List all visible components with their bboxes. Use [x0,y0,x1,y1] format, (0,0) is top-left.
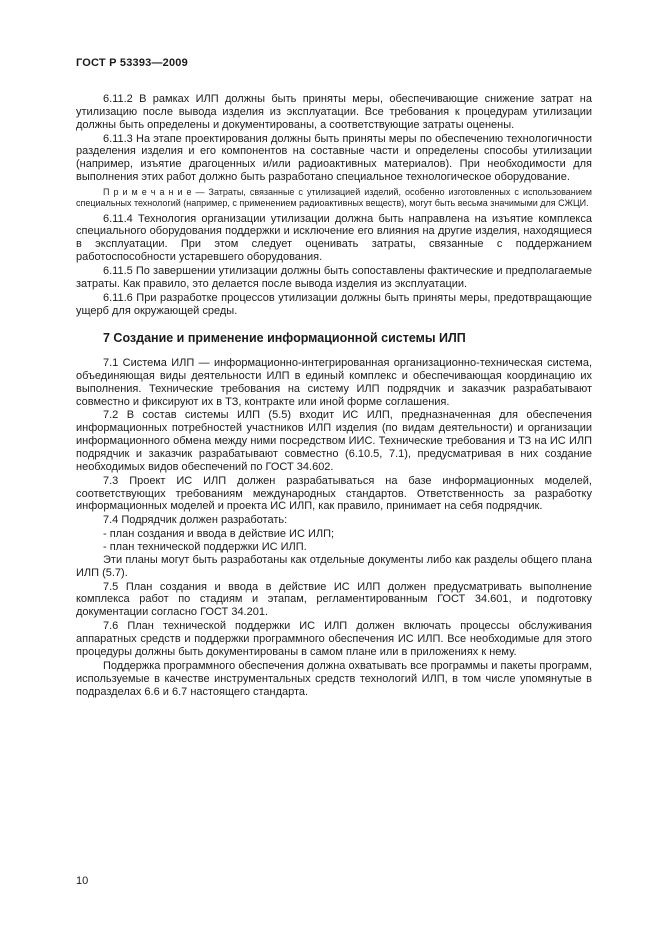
paragraph-7-6: 7.6 План технической поддержки ИС ИЛП должен включать процессы обслуживания аппаратных средств и поддержки программного обеспечения ИС ИЛП. Все необходимые для этого процедуры должны быть документированы в самом плане или в приложениях к нему. [76,620,592,658]
note-paragraph: П р и м е ч а н и е — Затраты, связанные с утилизацией изделий, особенно изготовленных с использованием специальных технологий (например, с применением радиоактивных веществ), могут быть весьма значимыми для СЖЦИ. [76,187,592,209]
paragraph-7-3: 7.3 Проект ИС ИЛП должен разрабатываться на базе информационных моделей, соответствующих требованиям международных стандартов. Ответственность за разработку информационных моделей и проекта ИС ИЛП, как правило, принимает на себя подрядчик. [76,474,592,513]
paragraph-7-6-continuation: Поддержка программного обеспечения должна охватывать все программы и пакеты программ, используемые в качестве инструментальных средств технологий ИЛП, в том числе упомянутые в подразделах 6.6 и 6.7 настоящего стандарта. [76,659,592,698]
paragraph-7-4-continuation: Эти планы могут быть разработаны как отдельные документы либо как разделы общего плана ИЛП (5.7). [76,553,592,579]
paragraph-6-11-4: 6.11.4 Технология организации утилизации должна быть направлена на изъятие комплекса специального оборудования поддержки и исключение его влияния на другие изделия, находящиеся в эксплуатации. При этом следует оценивать затраты, связанные с поддержанием работоспособности устаревшего оборудования. [76,212,592,264]
paragraph-7-4: 7.4 Подрядчик должен разработать: [103,514,288,527]
standard-number-header: ГОСТ Р 53393—2009 [76,57,188,69]
section-7-heading: 7 Создание и применение информационной системы ИЛП [103,331,466,346]
list-item-plan-creation: - план создания и ввода в действие ИС ИЛП; [103,528,335,541]
paragraph-6-11-3: 6.11.3 На этапе проектирования должны быть приняты меры по обеспечению технологичности разделения изделия и его компонентов на составные части и определены способы утилизации (например, изъятие драгоценных и/или радиоактивных материалов). При необходимости для выполнения этих работ должно быть разработано специальное технологическое оборудование. [76,132,592,184]
paragraph-6-11-2: 6.11.2 В рамках ИЛП должны быть приняты меры, обеспечивающие снижение затрат на утилизацию после вывода изделия из эксплуатации. Все требования к процедурам утилизации должны быть определены и документированы, а соответствующие затраты оценены. [76,93,592,131]
document-body [76,93,592,699]
paragraph-7-1: 7.1 Система ИЛП — информационно-интегрированная организационно-техническая система, объединяющая виды деятельности ИЛП в единый комплекс и обеспечивающая координацию их выполнения. Технические требования на систему ИЛП подрядчик и заказчик разрабатывают совместно и фиксируют их в ТЗ, контракте или иной форме соглашения. [76,357,592,408]
paragraph-7-2: 7.2 В состав системы ИЛП (5.5) входит ИС ИЛП, предназначенная для обеспечения информационных потребностей участников ИЛП изделия (по видам деятельности) и организации информационного обмена между ними посредством ИИС. Технические требования и ТЗ на ИС ИЛП подрядчик и заказчик разрабатывают совместно (6.10.5, 7.1), предусматривая в них создание необходимых видов обеспечений по ГОСТ 34.602. [76,409,592,473]
list-item-plan-support: - план технической поддержки ИС ИЛП. [103,541,307,554]
paragraph-7-5: 7.5 План создания и ввода в действие ИС ИЛП должен предусматривать выполнение комплекса работ по стадиям и этапам, регламентированным ГОСТ 34.601, и подготовку документации согласно ГОСТ 34.201. [76,580,592,619]
paragraph-6-11-6: 6.11.6 При разработке процессов утилизации должны быть приняты меры, предотвращающие ущерб для окружающей среды. [76,291,592,317]
page-number: 10 [76,875,89,887]
paragraph-6-11-5: 6.11.5 По завершении утилизации должны быть сопоставлены фактические и предполагаемые затраты. Как правило, это делается после вывода изделия из эксплуатации. [76,264,592,290]
